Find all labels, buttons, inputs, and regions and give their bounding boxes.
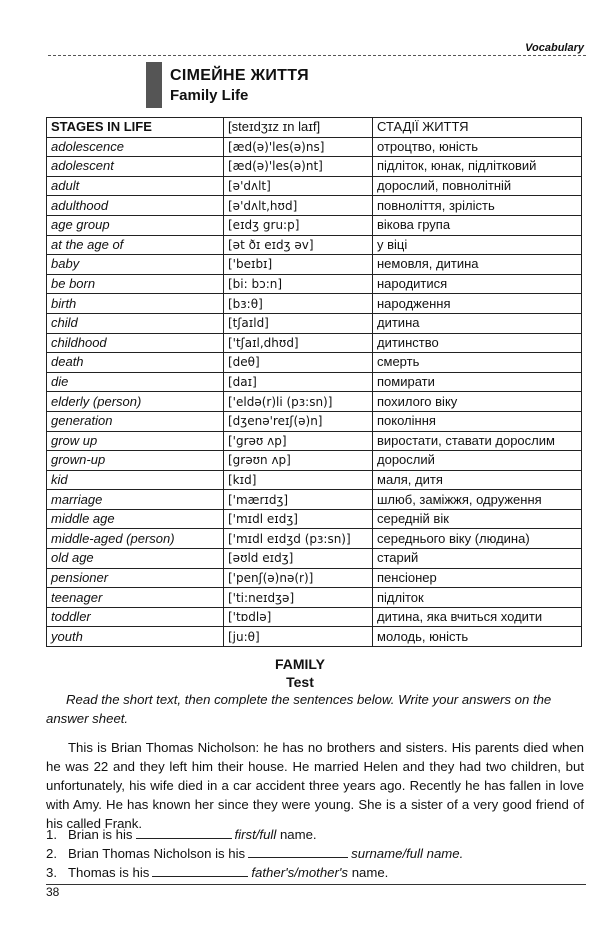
title-ukrainian: СІМЕЙНЕ ЖИТТЯ: [170, 66, 309, 84]
section-label: Vocabulary: [519, 42, 584, 54]
translation-cell: покоління: [373, 411, 582, 431]
table-row: [47, 431, 582, 451]
table-row: [47, 215, 582, 235]
term-cell: old age: [47, 549, 224, 569]
translation-cell: шлюб, заміжжя, одруження: [373, 490, 582, 510]
translation-cell: народження: [373, 294, 582, 314]
table-row: [47, 196, 582, 216]
footer-rule: [46, 884, 586, 885]
transcription-cell: ['beɪbɪ]: [224, 255, 373, 275]
title-english: Family Life: [170, 86, 249, 104]
transcription-cell: ['mærɪdʒ]: [224, 490, 373, 510]
transcription-cell: ['mɪdl eɪdʒ]: [224, 509, 373, 529]
transcription-cell: [bi: bɔ:n]: [224, 274, 373, 294]
term-cell: youth: [47, 627, 224, 647]
term-cell: generation: [47, 411, 224, 431]
term-cell: at the age of: [47, 235, 224, 255]
table-row: [47, 294, 582, 314]
table-row: [47, 470, 582, 490]
section-title: FAMILY: [274, 656, 326, 672]
table-row: [47, 490, 582, 510]
translation-cell: середній вік: [373, 509, 582, 529]
transcription-cell: ['mɪdl eɪdʒd (pɜ:sn)]: [224, 529, 373, 549]
transcription-cell: ['ti:neɪdʒə]: [224, 588, 373, 608]
answer-blank[interactable]: [248, 844, 348, 858]
header-rule: [48, 55, 586, 56]
term-cell: adolescence: [47, 137, 224, 157]
translation-cell: у віці: [373, 235, 582, 255]
translation-cell: середнього віку (людина): [373, 529, 582, 549]
answer-blank[interactable]: [152, 863, 248, 877]
term-cell: toddler: [47, 607, 224, 627]
term-cell: middle age: [47, 509, 224, 529]
table-row: [47, 627, 582, 647]
transcription-cell: ['tʃaɪl,dhʊd]: [224, 333, 373, 353]
transcription-cell: [grəʊn ʌp]: [224, 451, 373, 471]
transcription-cell: [ju:θ]: [224, 627, 373, 647]
table-row: [47, 333, 582, 353]
translation-cell: помирати: [373, 372, 582, 392]
transcription-cell: [eɪdʒ gru:p]: [224, 215, 373, 235]
term-cell: kid: [47, 470, 224, 490]
transcription-cell: [daɪ]: [224, 372, 373, 392]
transcription-cell: [əʊld eɪdʒ]: [224, 549, 373, 569]
vocabulary-table: [46, 117, 582, 647]
translation-cell: дитинство: [373, 333, 582, 353]
translation-cell: старий: [373, 549, 582, 569]
column-header-term: STAGES IN LIFE: [47, 118, 224, 138]
translation-cell: отроцтво, юність: [373, 137, 582, 157]
translation-cell: немовля, дитина: [373, 255, 582, 275]
transcription-cell: [ə'dʌlt,hʊd]: [224, 196, 373, 216]
term-cell: pensioner: [47, 568, 224, 588]
translation-cell: повноліття, зрілість: [373, 196, 582, 216]
term-cell: teenager: [47, 588, 224, 608]
translation-cell: похилого віку: [373, 392, 582, 412]
translation-cell: вікова група: [373, 215, 582, 235]
transcription-cell: ['tɒdlə]: [224, 607, 373, 627]
question-list: [46, 825, 463, 882]
transcription-cell: [dʒenə'reɪʃ(ə)n]: [224, 411, 373, 431]
translation-cell: дорослий: [373, 451, 582, 471]
table-row: [47, 157, 582, 177]
term-cell: childhood: [47, 333, 224, 353]
transcription-cell: ['penʃ(ə)nə(r)]: [224, 568, 373, 588]
term-cell: age group: [47, 215, 224, 235]
transcription-cell: [æd(ə)'les(ə)nt]: [224, 157, 373, 177]
question-item: 1. Brian is his first/full name.: [46, 827, 317, 842]
page-number: 38: [46, 885, 60, 899]
table-row: [47, 411, 582, 431]
term-cell: middle-aged (person): [47, 529, 224, 549]
transcription-cell: [ət ðɪ eɪdʒ əv]: [224, 235, 373, 255]
transcription-cell: [ə'dʌlt]: [224, 176, 373, 196]
term-cell: die: [47, 372, 224, 392]
translation-cell: маля, дитя: [373, 470, 582, 490]
translation-cell: дорослий, повнолітній: [373, 176, 582, 196]
table-row: [47, 255, 582, 275]
table-row: [47, 529, 582, 549]
table-row: [47, 353, 582, 373]
transcription-cell: [deθ]: [224, 353, 373, 373]
table-row: [47, 392, 582, 412]
table-row: [47, 607, 582, 627]
translation-cell: дитина, яка вчиться ходити: [373, 607, 582, 627]
table-row: [47, 568, 582, 588]
transcription-cell: [tʃaɪld]: [224, 313, 373, 333]
table-header-row: [47, 118, 582, 138]
term-cell: adolescent: [47, 157, 224, 177]
title-block: [146, 62, 309, 108]
table-row: [47, 313, 582, 333]
table-row: [47, 235, 582, 255]
term-cell: adult: [47, 176, 224, 196]
question-item: 3. Thomas is his father's/mother's name.: [46, 865, 389, 880]
title-accent-bar: [146, 62, 162, 108]
term-cell: grow up: [47, 431, 224, 451]
transcription-cell: ['eldə(r)li (pɜ:sn)]: [224, 392, 373, 412]
term-cell: death: [47, 353, 224, 373]
translation-cell: народитися: [373, 274, 582, 294]
table-row: [47, 274, 582, 294]
table-row: [47, 372, 582, 392]
translation-cell: пенсіонер: [373, 568, 582, 588]
table-row: [47, 509, 582, 529]
translation-cell: виростати, ставати дорослим: [373, 431, 582, 451]
table-row: [47, 137, 582, 157]
term-cell: marriage: [47, 490, 224, 510]
question-item: 2. Brian Thomas Nicholson is his surname/full name.: [46, 846, 464, 861]
transcription-cell: [kɪd]: [224, 470, 373, 490]
term-cell: be born: [47, 274, 224, 294]
translation-cell: смерть: [373, 353, 582, 373]
translation-cell: підліток: [373, 588, 582, 608]
table-row: [47, 588, 582, 608]
term-cell: elderly (person): [47, 392, 224, 412]
term-cell: baby: [47, 255, 224, 275]
column-header-translation: СТАДІЇ ЖИТТЯ: [373, 118, 582, 138]
translation-cell: дитина: [373, 313, 582, 333]
translation-cell: підліток, юнак, підлітковий: [373, 157, 582, 177]
transcription-cell: [æd(ə)'les(ə)ns]: [224, 137, 373, 157]
term-cell: birth: [47, 294, 224, 314]
transcription-cell: [bɜ:θ]: [224, 294, 373, 314]
answer-blank[interactable]: [136, 825, 232, 839]
term-cell: adulthood: [47, 196, 224, 216]
reading-passage: This is Brian Thomas Nicholson: he has no brothers and sisters. His parents died when he was 22 and they left him their house. He married Helen and they had two children, but unfortunately, his wife died in a car accident three years ago. Recently he has fallen in love with Amy. He has known her since they were young. She is a sister of a very good friend of his called Frank.: [46, 740, 584, 831]
column-header-transcription: [steɪdʒɪz ɪn laɪf]: [224, 118, 373, 138]
table-row: [47, 549, 582, 569]
term-cell: child: [47, 313, 224, 333]
section-subtitle: Test: [286, 674, 314, 690]
translation-cell: молодь, юність: [373, 627, 582, 647]
table-row: [47, 451, 582, 471]
instructions: Read the short text, then complete the sentences below. Write your answers on the answer sheet.: [46, 692, 552, 726]
term-cell: grown-up: [47, 451, 224, 471]
table-row: [47, 176, 582, 196]
transcription-cell: ['grəʊ ʌp]: [224, 431, 373, 451]
